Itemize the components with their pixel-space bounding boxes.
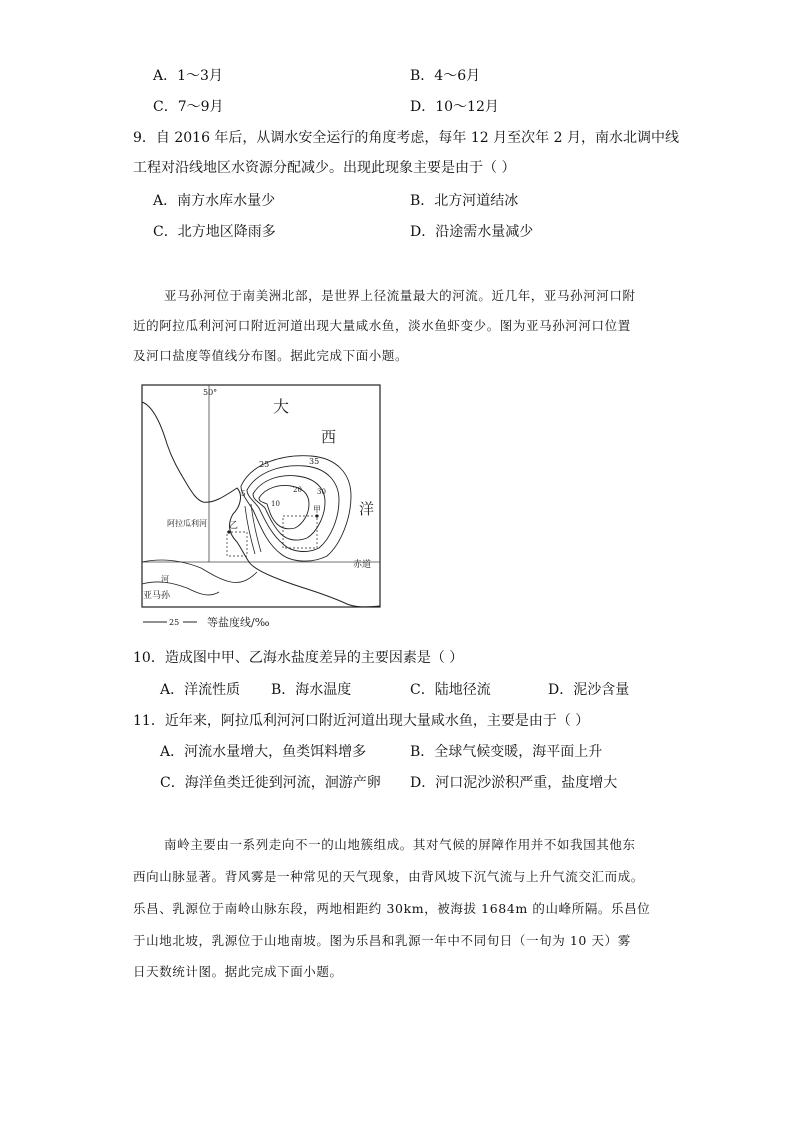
isoline-label-35: 35 <box>309 457 320 466</box>
ocean-char-da: 大 <box>273 397 290 416</box>
araguari-label: 阿拉瓜利河 <box>167 519 207 528</box>
isoline-35 <box>241 456 351 561</box>
q10-option-d: D．泥沙含量 <box>548 682 630 698</box>
passage2-line5: 日天数统计图。据此完成下面小题。 <box>133 964 343 979</box>
q10-option-c: C．陆地径流 <box>410 682 491 698</box>
river-bank <box>142 560 257 583</box>
amazon-estuary-salinity-map <box>141 384 381 630</box>
q8-option-a: A．1～3月 <box>153 68 223 84</box>
passage1-line1: 亚马孙河位于南美洲北部，是世界上径流量最大的河流。近几年，亚马孙河河口附 <box>164 288 636 303</box>
q11-option-c: C．海洋鱼类迁徙到河流，洄游产卵 <box>160 775 381 791</box>
isoline-10 <box>245 506 255 554</box>
amazon-label: 亚马孙 <box>143 591 171 601</box>
point-yi-label: 乙 <box>229 521 239 531</box>
isoline-label-25: 25 <box>259 460 270 469</box>
legend-text: 等盐度线/‰ <box>207 616 270 629</box>
isoline-label-20: 20 <box>293 486 302 494</box>
q11-option-d: D．河口泥沙淤积严重，盐度增大 <box>410 775 618 791</box>
ocean-char-yang: 洋 <box>359 500 375 518</box>
q10-option-a: A．洋流性质 <box>160 682 241 698</box>
passage1-line3: 及河口盐度等值线分布图。据此完成下面小题。 <box>133 348 409 363</box>
point-yi-box <box>227 532 247 556</box>
q9-stem-line1: 9．自 2016 年后，从调水安全运行的角度考虑，每年 12 月至次年 2 月，南水北调中线 <box>133 130 679 146</box>
passage2-line2: 西向山脉显著。背风雾是一种常见的天气现象，由背风坡下沉气流与上升气流交汇而成。 <box>133 869 644 884</box>
legend-value: 25 <box>169 618 180 627</box>
passage2-line4: 于山地北坡，乳源位于山地南坡。图为乐昌和乳源一年中不同旬日（一旬为 10 天）雾 <box>133 933 631 948</box>
passage1-line2: 近的阿拉瓜利河河口附近河道出现大量咸水鱼，淡水鱼虾变少。图为亚马孙河河口位置 <box>133 318 631 333</box>
q9-option-b: B．北方河道结冰 <box>410 193 519 209</box>
longitude-label: 50° <box>203 388 218 397</box>
isoline-30 <box>247 466 339 552</box>
q8-option-c: C．7～9月 <box>153 99 224 115</box>
q11-option-b: B．全球气候变暖，海平面上升 <box>410 744 603 760</box>
q11-option-a: A．河流水量增大，鱼类饵料增多 <box>160 744 367 760</box>
q8-option-b: B．4～6月 <box>410 68 481 84</box>
q10-option-b: B．海水温度 <box>271 682 352 698</box>
q9-option-d: D．沿途需水量减少 <box>410 224 534 240</box>
q10-stem: 10．造成图中甲、乙海水盐度差异的主要因素是（ ） <box>133 650 464 666</box>
equator-label: 赤道 <box>353 560 372 570</box>
passage2-line1: 南岭主要由一系列走向不一的山地簇组成。其对气候的屏障作用并不如我国其他东 <box>164 837 636 852</box>
q9-option-a: A．南方水库水量少 <box>153 193 276 209</box>
isoline-label-30: 30 <box>317 488 326 496</box>
point-jia-label: 甲 <box>313 505 321 514</box>
isoline-label-5: 5 <box>241 490 246 498</box>
point-jia-box <box>283 516 317 548</box>
q9-option-c: C．北方地区降雨多 <box>153 224 276 240</box>
map-frame <box>142 385 380 607</box>
passage2-line3: 乐昌、乳源位于南岭山脉东段，两地相距约 30km，被海拔 1684m 的山峰所隔。乐昌位 <box>133 901 651 916</box>
river-char: 河 <box>161 575 169 584</box>
q8-option-d: D．10～12月 <box>410 99 499 115</box>
ocean-char-xi: 西 <box>321 428 337 446</box>
q9-stem-line2: 工程对沿线地区水资源分配减少。出现此现象主要是由于（ ） <box>133 160 516 176</box>
q11-stem: 11．近年来，阿拉瓜利河河口附近河道出现大量咸水鱼，主要是由于（ ） <box>133 713 590 729</box>
isoline-label-10: 10 <box>271 500 280 508</box>
